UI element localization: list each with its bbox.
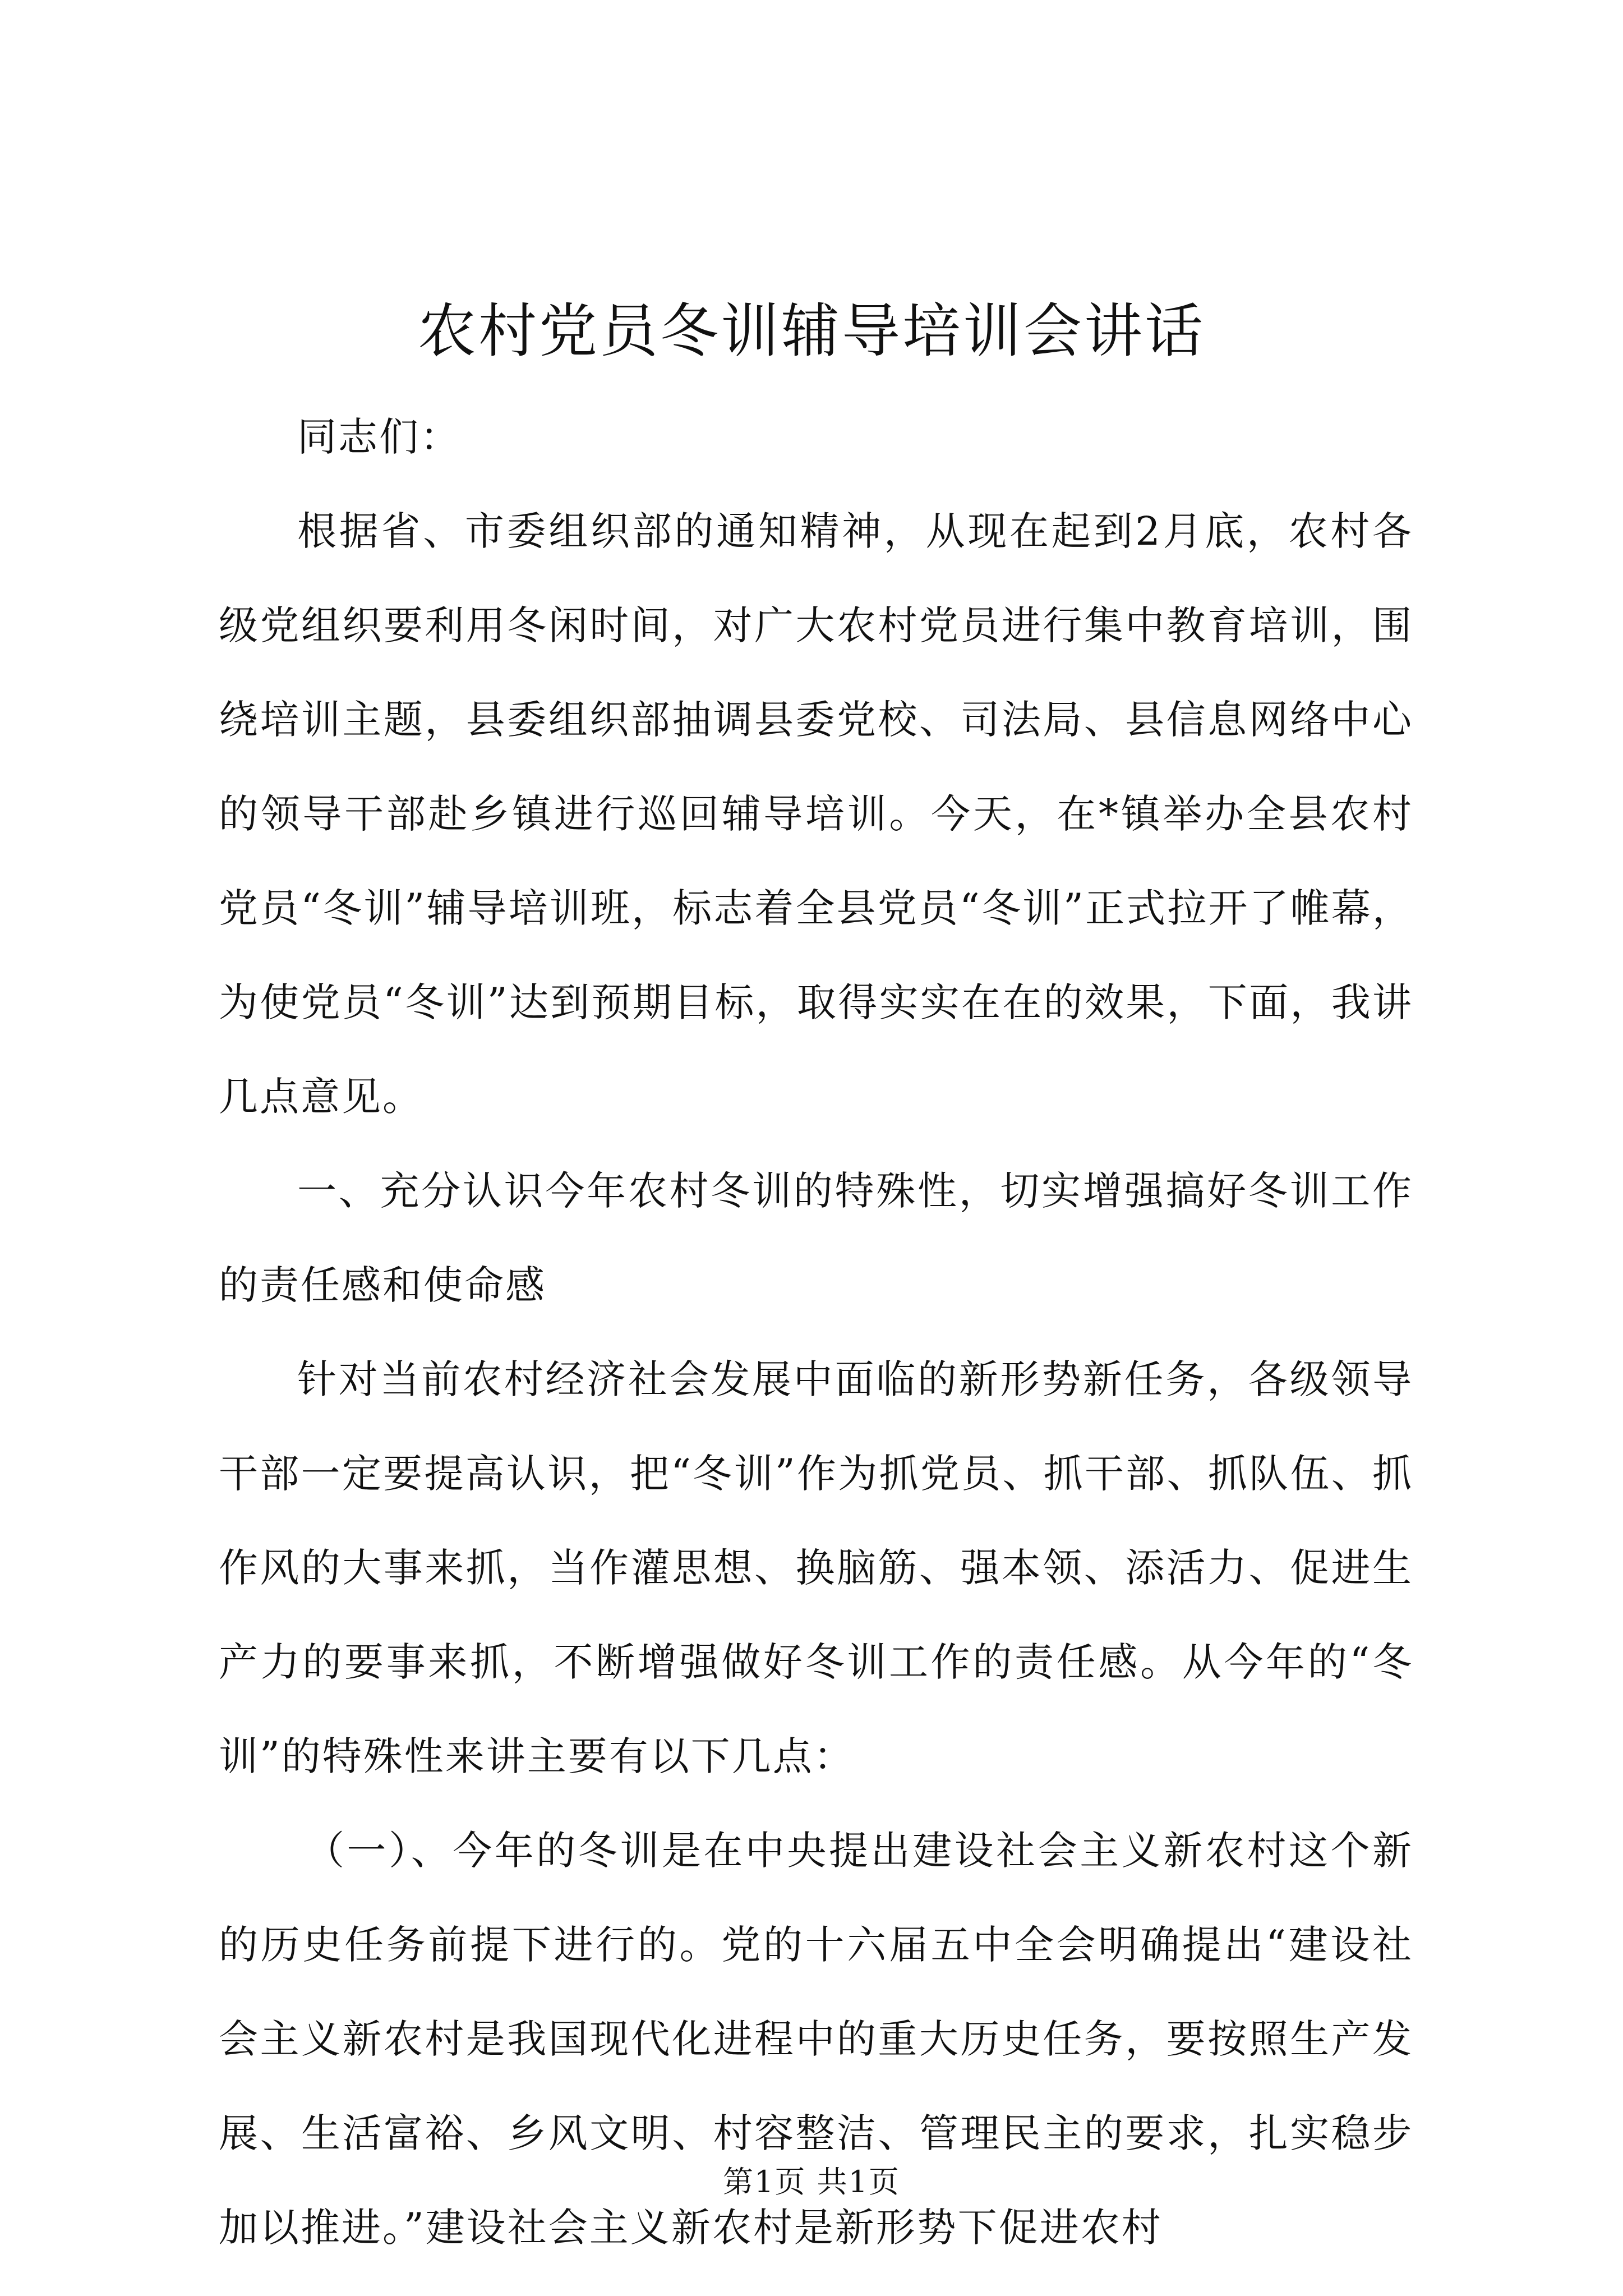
body-paragraph: 针对当前农村经济社会发展中面临的新形势新任务，各级领导干部一定要提高认识，把“冬训”作为抓党员、抓干部、抓队伍、抓作风的大事来抓，当作灌思想、换脑筋、强本领、添活力、促进生产力的要事来抓，不断增强做好冬训工作的责任感。从今年的“冬训”的特殊性来讲主要有以下几点： bbox=[219, 1356, 1413, 1779]
document-title: 农村党员冬训辅导培训会讲话 bbox=[417, 297, 1205, 365]
sub-item-paragraph: （一）、今年的冬训是在中央提出建设社会主义新农村这个新的历史任务前提下进行的。党的十六届五中全会明确提出“建设社会主义新农村是我国现代化进程中的重大历史任务，要按照生产发展、生活富裕、乡风文明、村容整洁、管理民主的要求，扎实稳步加以推进。”建设社会主义新农村是新形势下促进农村 bbox=[219, 1828, 1413, 2251]
document-body bbox=[219, 390, 1413, 2275]
section-heading: 一、充分认识今年农村冬训的特殊性，切实增强搞好冬训工作的责任感和使命感 bbox=[219, 1168, 1413, 1308]
salutation: 同志们： bbox=[297, 414, 461, 460]
page-number-footer: 第1页 共1页 bbox=[723, 2164, 900, 2200]
body-paragraph: 根据省、市委组织部的通知精神，从现在起到2月底，农村各级党组织要利用冬闲时间，对广大农村党员进行集中教育培训，围绕培训主题，县委组织部抽调县委党校、司法局、县信息网络中心的领导干部赴乡镇进行巡回辅导培训。今天，在*镇举办全县农村党员“冬训”辅导培训班，标志着全县党员“冬训”正式拉开了帷幕，为使党员“冬训”达到预期目标，取得实实在在的效果，下面，我讲几点意见。 bbox=[219, 508, 1413, 1120]
